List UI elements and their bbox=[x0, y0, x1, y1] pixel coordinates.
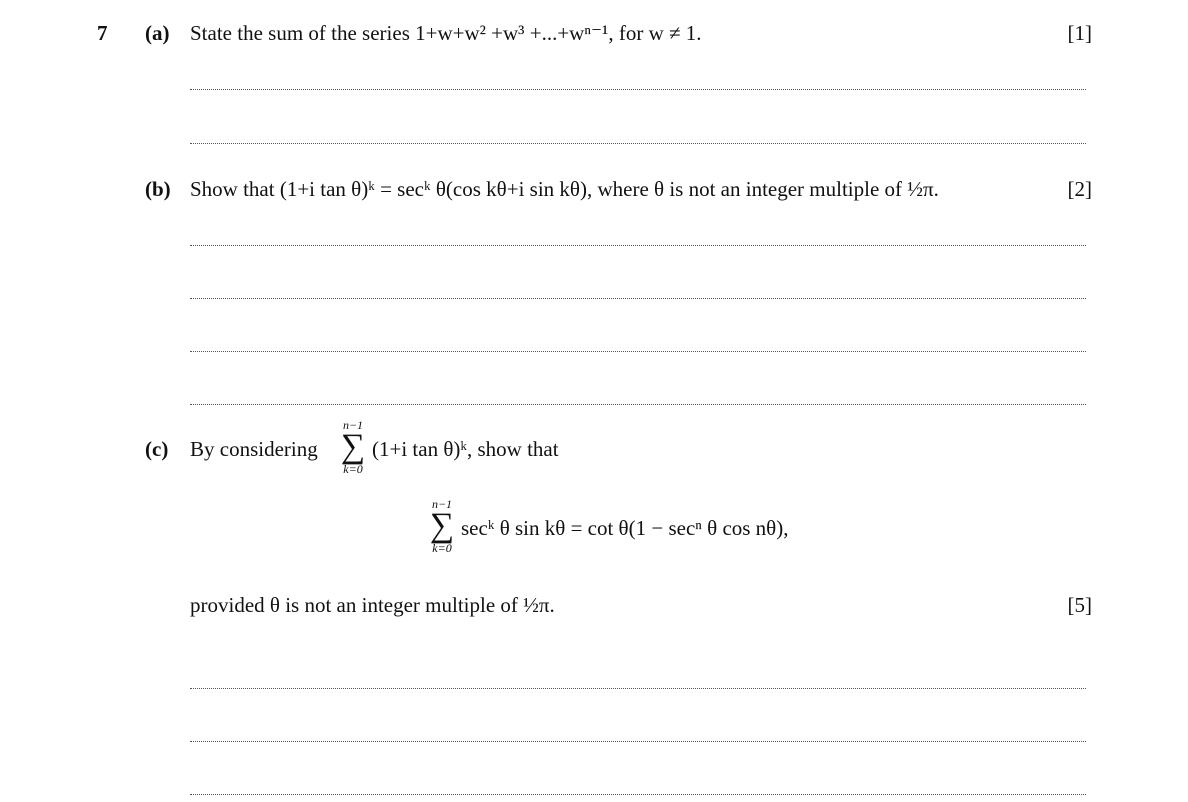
answer-line[interactable] bbox=[190, 298, 1086, 299]
part-c-label: (c) bbox=[145, 437, 169, 461]
sigma-icon: ∑ bbox=[340, 428, 366, 465]
part-c-intro: By considering bbox=[190, 437, 318, 461]
answer-line[interactable] bbox=[190, 89, 1086, 90]
part-a-marks: [1] bbox=[1067, 21, 1092, 45]
answer-line[interactable] bbox=[190, 245, 1086, 246]
part-a-text: State the sum of the series 1+w+w² +w³ +...+wⁿ⁻¹, for w ≠ 1. bbox=[190, 21, 702, 45]
answer-line[interactable] bbox=[190, 404, 1086, 405]
sum-upper-limit: n−1 bbox=[342, 418, 364, 432]
question-number: 7 bbox=[97, 21, 108, 45]
summation-display bbox=[425, 497, 459, 555]
part-c-condition: provided θ is not an integer multiple of ½π. bbox=[190, 593, 555, 617]
part-c-marks: [5] bbox=[1067, 593, 1092, 617]
answer-line[interactable] bbox=[190, 351, 1086, 352]
answer-line[interactable] bbox=[190, 741, 1086, 742]
sum-lower-limit: k=0 bbox=[343, 462, 363, 476]
display-equation: secᵏ θ sin kθ = cot θ(1 − secⁿ θ cos nθ), bbox=[461, 516, 789, 540]
answer-line[interactable] bbox=[190, 143, 1086, 144]
sum-upper-limit: n−1 bbox=[431, 497, 453, 511]
sigma-icon: ∑ bbox=[429, 507, 455, 544]
part-a-label: (a) bbox=[145, 21, 170, 45]
summation-inline bbox=[336, 418, 370, 476]
part-c-expression: (1+i tan θ)ᵏ, show that bbox=[372, 437, 559, 461]
answer-line[interactable] bbox=[190, 688, 1086, 689]
sum-lower-limit: k=0 bbox=[432, 541, 452, 555]
part-b-label: (b) bbox=[145, 177, 171, 201]
part-b-text: Show that (1+i tan θ)ᵏ = secᵏ θ(cos kθ+i sin kθ), where θ is not an integer multiple of ½π. bbox=[190, 177, 939, 201]
part-b-marks: [2] bbox=[1067, 177, 1092, 201]
answer-line[interactable] bbox=[190, 794, 1086, 795]
